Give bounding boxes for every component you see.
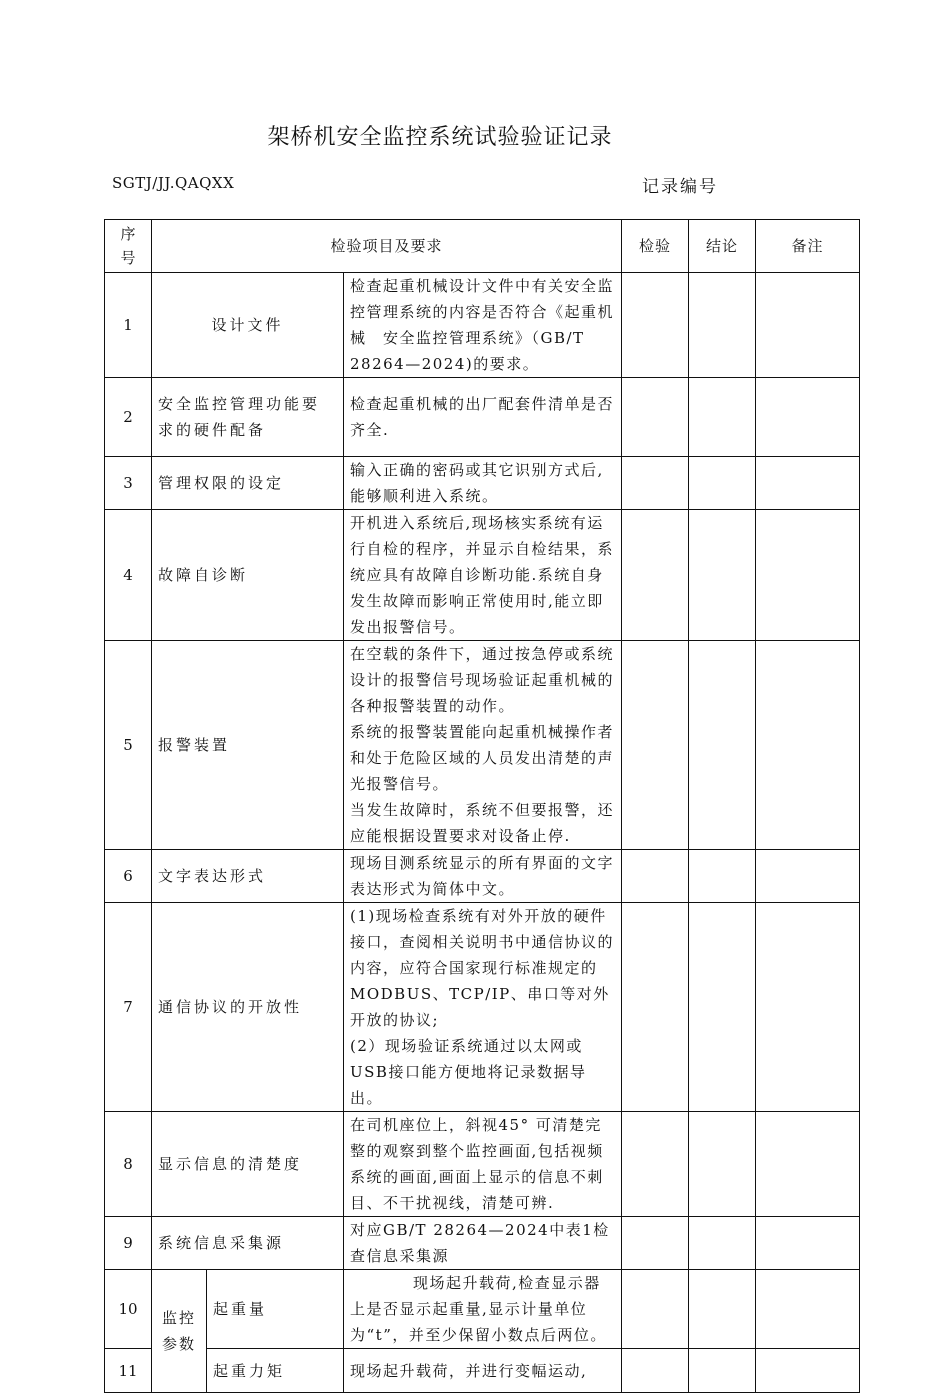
- remark-cell[interactable]: [756, 457, 860, 510]
- row-no: 9: [105, 1217, 152, 1270]
- table-row: [105, 641, 860, 850]
- row-requirement: 现场起升载荷,检查显示器上是否显示起重量,显示计量单位为“t”，并至少保留小数点后两位。: [344, 1270, 622, 1349]
- remark-cell[interactable]: [756, 1270, 860, 1349]
- row-requirement: (1)现场检查系统有对外开放的硬件接口，查阅相关说明书中通信协议的内容，应符合国家现行标准规定的MODBUS、TCP/IP、串口等对外开放的协议; (2）现场验证系统通过以太网或USB接口能方便地将记录数据导出。: [344, 903, 622, 1112]
- inspection-cell[interactable]: [622, 903, 689, 1112]
- row-requirement: 检查起重机械设计文件中有关安全监控管理系统的内容是否符合《起重机械 安全监控管理系统》（GB/T 28264—2024)的要求。: [344, 273, 622, 378]
- inspection-cell[interactable]: [622, 1270, 689, 1349]
- row-item: 安全监控管理功能要求的硬件配备: [152, 378, 344, 457]
- conclusion-cell[interactable]: [689, 510, 756, 641]
- conclusion-cell[interactable]: [689, 903, 756, 1112]
- inspection-cell[interactable]: [622, 1349, 689, 1393]
- table-row: [105, 510, 860, 641]
- row-no: 4: [105, 510, 152, 641]
- remark-cell[interactable]: [756, 273, 860, 378]
- header-no: 序号: [105, 220, 152, 273]
- remark-cell[interactable]: [756, 510, 860, 641]
- inspection-cell[interactable]: [622, 510, 689, 641]
- monitor-param: 起重量: [207, 1270, 344, 1349]
- conclusion-cell[interactable]: [689, 1217, 756, 1270]
- row-item: 故障自诊断: [152, 510, 344, 641]
- record-number-label: 记录编号: [642, 177, 718, 197]
- header-inspection: 检验: [622, 220, 689, 273]
- table-row: [105, 378, 860, 457]
- conclusion-cell[interactable]: [689, 457, 756, 510]
- row-item: 报警装置: [152, 641, 344, 850]
- row-item: 管理权限的设定: [152, 457, 344, 510]
- remark-cell[interactable]: [756, 1349, 860, 1393]
- table-row: [105, 273, 860, 378]
- row-item: 显示信息的清楚度: [152, 1112, 344, 1217]
- inspection-cell[interactable]: [622, 850, 689, 903]
- row-item: 系统信息采集源: [152, 1217, 344, 1270]
- row-requirement: 开机进入系统后,现场核实系统有运行自检的程序，并显示自检结果，系统应具有故障自诊断功能.系统自身发生故障而影响正常使用时,能立即发出报警信号。: [344, 510, 622, 641]
- remark-cell[interactable]: [756, 378, 860, 457]
- remark-cell[interactable]: [756, 1217, 860, 1270]
- row-requirement: 现场起升载荷，并进行变幅运动,: [344, 1349, 622, 1393]
- row-no: 6: [105, 850, 152, 903]
- header-remark: 备注: [756, 220, 860, 273]
- row-requirement: 在司机座位上，斜视45° 可清楚完整的观察到整个监控画面,包括视频系统的画面,画面上显示的信息不刺目、不干扰视线，清楚可辨.: [344, 1112, 622, 1217]
- row-item: 文字表达形式: [152, 850, 344, 903]
- row-item: 通信协议的开放性: [152, 903, 344, 1112]
- conclusion-cell[interactable]: [689, 1112, 756, 1217]
- row-no: 8: [105, 1112, 152, 1217]
- row-no: 10: [105, 1270, 152, 1349]
- row-no: 3: [105, 457, 152, 510]
- inspection-cell[interactable]: [622, 1217, 689, 1270]
- document-title: 架桥机安全监控系统试验验证记录: [267, 125, 613, 150]
- remark-cell[interactable]: [756, 850, 860, 903]
- conclusion-cell[interactable]: [689, 273, 756, 378]
- row-no: 7: [105, 903, 152, 1112]
- conclusion-cell[interactable]: [689, 378, 756, 457]
- table-row: [105, 1349, 860, 1393]
- table-row: [105, 1217, 860, 1270]
- row-item: 设计文件: [152, 273, 344, 378]
- row-requirement: 输入正确的密码或其它识别方式后,能够顺利进入系统。: [344, 457, 622, 510]
- monitor-param: 起重力矩: [207, 1349, 344, 1393]
- conclusion-cell[interactable]: [689, 850, 756, 903]
- remark-cell[interactable]: [756, 1112, 860, 1217]
- conclusion-cell[interactable]: [689, 1349, 756, 1393]
- header-item-requirement: 检验项目及要求: [152, 220, 622, 273]
- conclusion-cell[interactable]: [689, 1270, 756, 1349]
- row-no: 1: [105, 273, 152, 378]
- inspection-cell[interactable]: [622, 273, 689, 378]
- inspection-record-table: [104, 219, 860, 1393]
- row-requirement: 检查起重机械的出厂配套件清单是否齐全.: [344, 378, 622, 457]
- header-conclusion: 结论: [689, 220, 756, 273]
- document-code: SGTJ/JJ.QAQXX: [112, 174, 235, 192]
- inspection-cell[interactable]: [622, 457, 689, 510]
- remark-cell[interactable]: [756, 903, 860, 1112]
- row-no: 2: [105, 378, 152, 457]
- table-row: [105, 457, 860, 510]
- inspection-cell[interactable]: [622, 1112, 689, 1217]
- row-no: 5: [105, 641, 152, 850]
- conclusion-cell[interactable]: [689, 641, 756, 850]
- remark-cell[interactable]: [756, 641, 860, 850]
- inspection-cell[interactable]: [622, 641, 689, 850]
- inspection-cell[interactable]: [622, 378, 689, 457]
- row-no: 11: [105, 1349, 152, 1393]
- row-requirement: 在空载的条件下，通过按急停或系统设计的报警信号现场验证起重机械的各种报警装置的动作。 系统的报警装置能向起重机械操作者和处于危险区域的人员发出清楚的声光报警信号。 当发生故障时，系统不但要报警，还应能根据设置要求对设备止停.: [344, 641, 622, 850]
- table-row: [105, 850, 860, 903]
- row-requirement: 现场目测系统显示的所有界面的文字表达形式为简体中文。: [344, 850, 622, 903]
- header-row: [105, 220, 860, 273]
- monitor-group-label: 监控参数: [152, 1270, 207, 1393]
- row-requirement: 对应GB/T 28264—2024中表1检查信息采集源: [344, 1217, 622, 1270]
- table-row: [105, 1112, 860, 1217]
- table-row: [105, 1270, 860, 1349]
- table-row: [105, 903, 860, 1112]
